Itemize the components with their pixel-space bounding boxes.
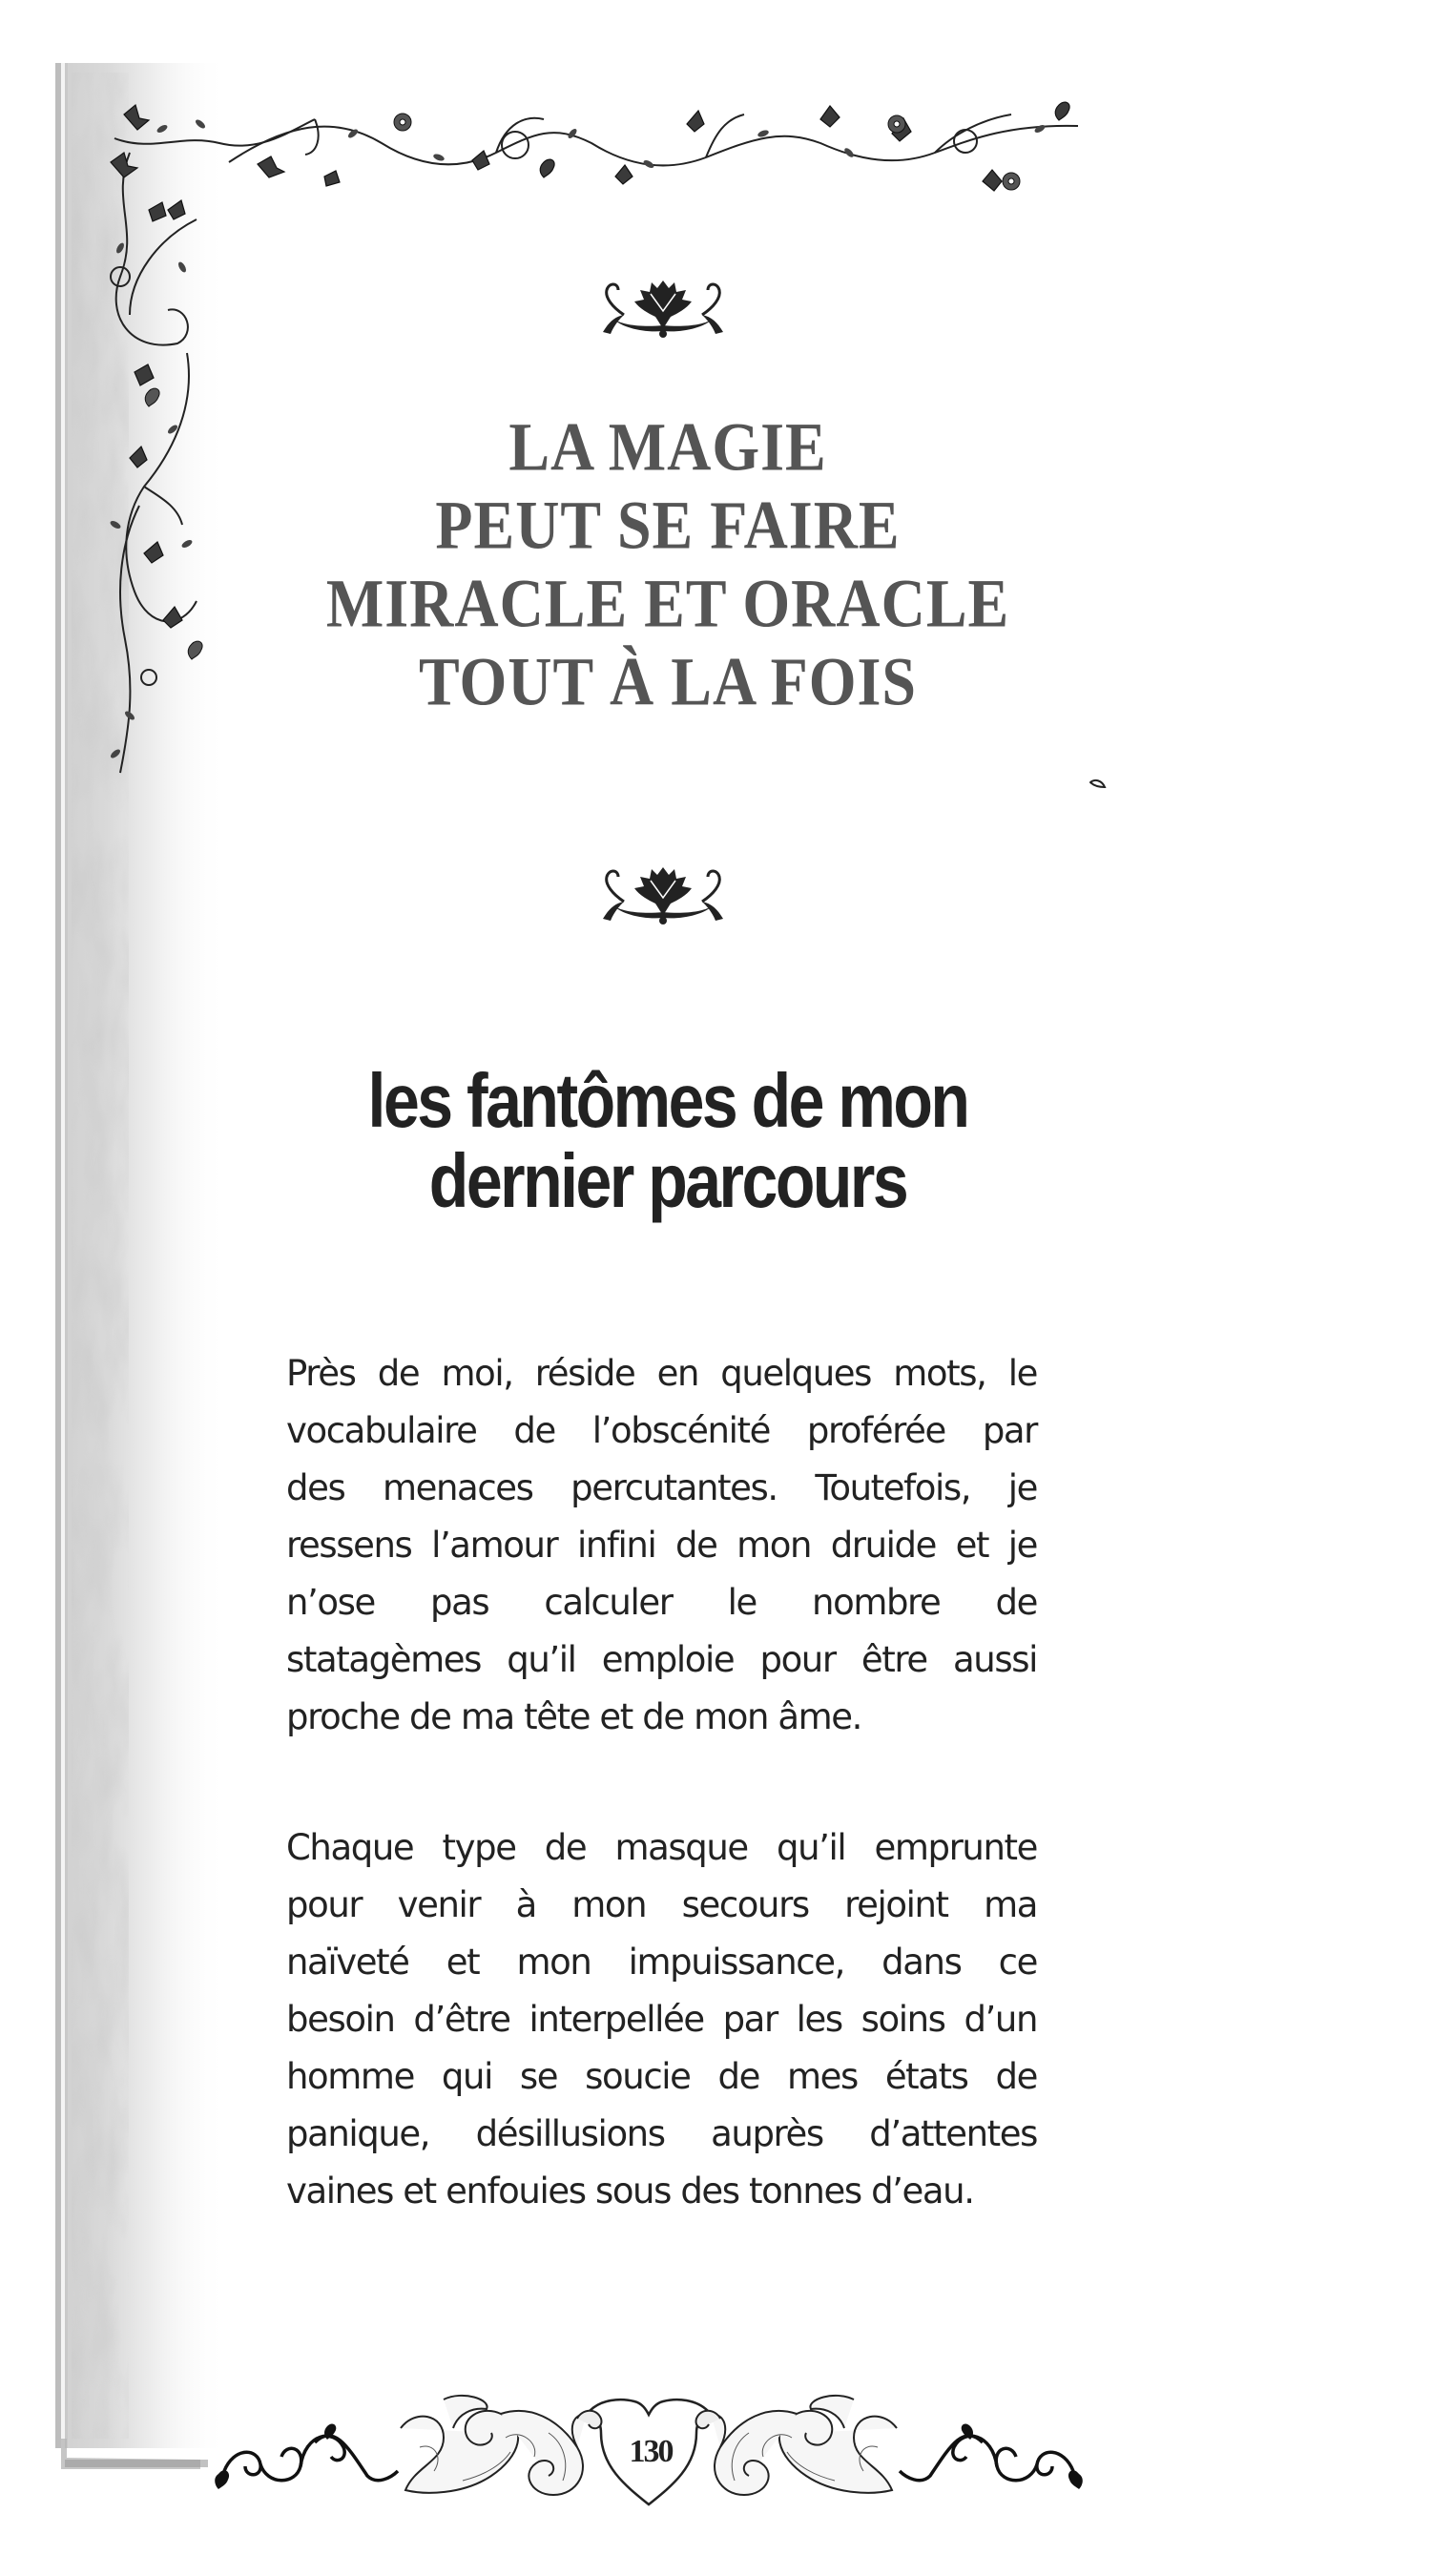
section-heading-line: les fantômes de mon xyxy=(367,1058,968,1144)
chapter-title xyxy=(238,408,1097,721)
body-paragraph xyxy=(286,1819,1037,2220)
top-floral-border xyxy=(95,86,1097,210)
stray-leaf-mark-icon xyxy=(1089,779,1107,790)
body-line: homme qui se soucie de mes états de xyxy=(286,2056,1037,2097)
leaf-icon xyxy=(111,153,185,628)
small-leaf-icon xyxy=(156,118,1046,170)
section-heading-line: dernier parcours xyxy=(428,1138,907,1224)
body-line: pour venir à mon secours rejoint ma xyxy=(286,1884,1037,1925)
flower-icon xyxy=(394,114,1020,190)
body-line: Près de moi, réside en quelques mots, le xyxy=(286,1353,1037,1394)
body-line: panique, désillusions auprès d’attentes xyxy=(286,2113,1037,2154)
page-number: 130 xyxy=(629,2434,673,2469)
small-leaf-icon xyxy=(109,241,193,759)
body-line: vocabulaire de l’obscénité proférée par xyxy=(286,1410,1037,1451)
body-line: Chaque type de masque qu’il emprunte xyxy=(286,1827,1037,1868)
lotus-ornament-icon xyxy=(595,863,731,924)
floral-vine-icon xyxy=(114,114,1078,165)
body-line: n’ose pas calculer le nombre de xyxy=(286,1582,1037,1623)
chapter-title-line: LA MAGIE xyxy=(508,408,827,486)
chapter-title-line: PEUT SE FAIRE xyxy=(435,487,901,564)
section-heading xyxy=(238,1058,1097,1224)
chapter-title-line: TOUT À LA FOIS xyxy=(418,643,918,720)
body-paragraph xyxy=(286,1345,1037,1746)
body-line: ressens l’amour infini de mon druide et je xyxy=(286,1525,1037,1566)
body-line: des menaces percutantes. Toutefois, je xyxy=(286,1467,1037,1508)
body-line: besoin d’être interpellée par les soins d’un xyxy=(286,1999,1037,2040)
left-floral-border xyxy=(92,143,216,782)
body-line: naïveté et mon impuissance, dans ce xyxy=(286,1942,1037,1983)
body-line: vaines et enfouies sous des tonnes d’eau. xyxy=(286,2171,974,2212)
chapter-title-line: MIRACLE ET ORACLE xyxy=(325,565,1010,642)
lotus-ornament-icon xyxy=(595,277,731,338)
body-line: statagèmes qu’il emploie pour être aussi xyxy=(286,1639,1037,1680)
body-line: proche de ma tête et de mon âme. xyxy=(286,1696,862,1737)
